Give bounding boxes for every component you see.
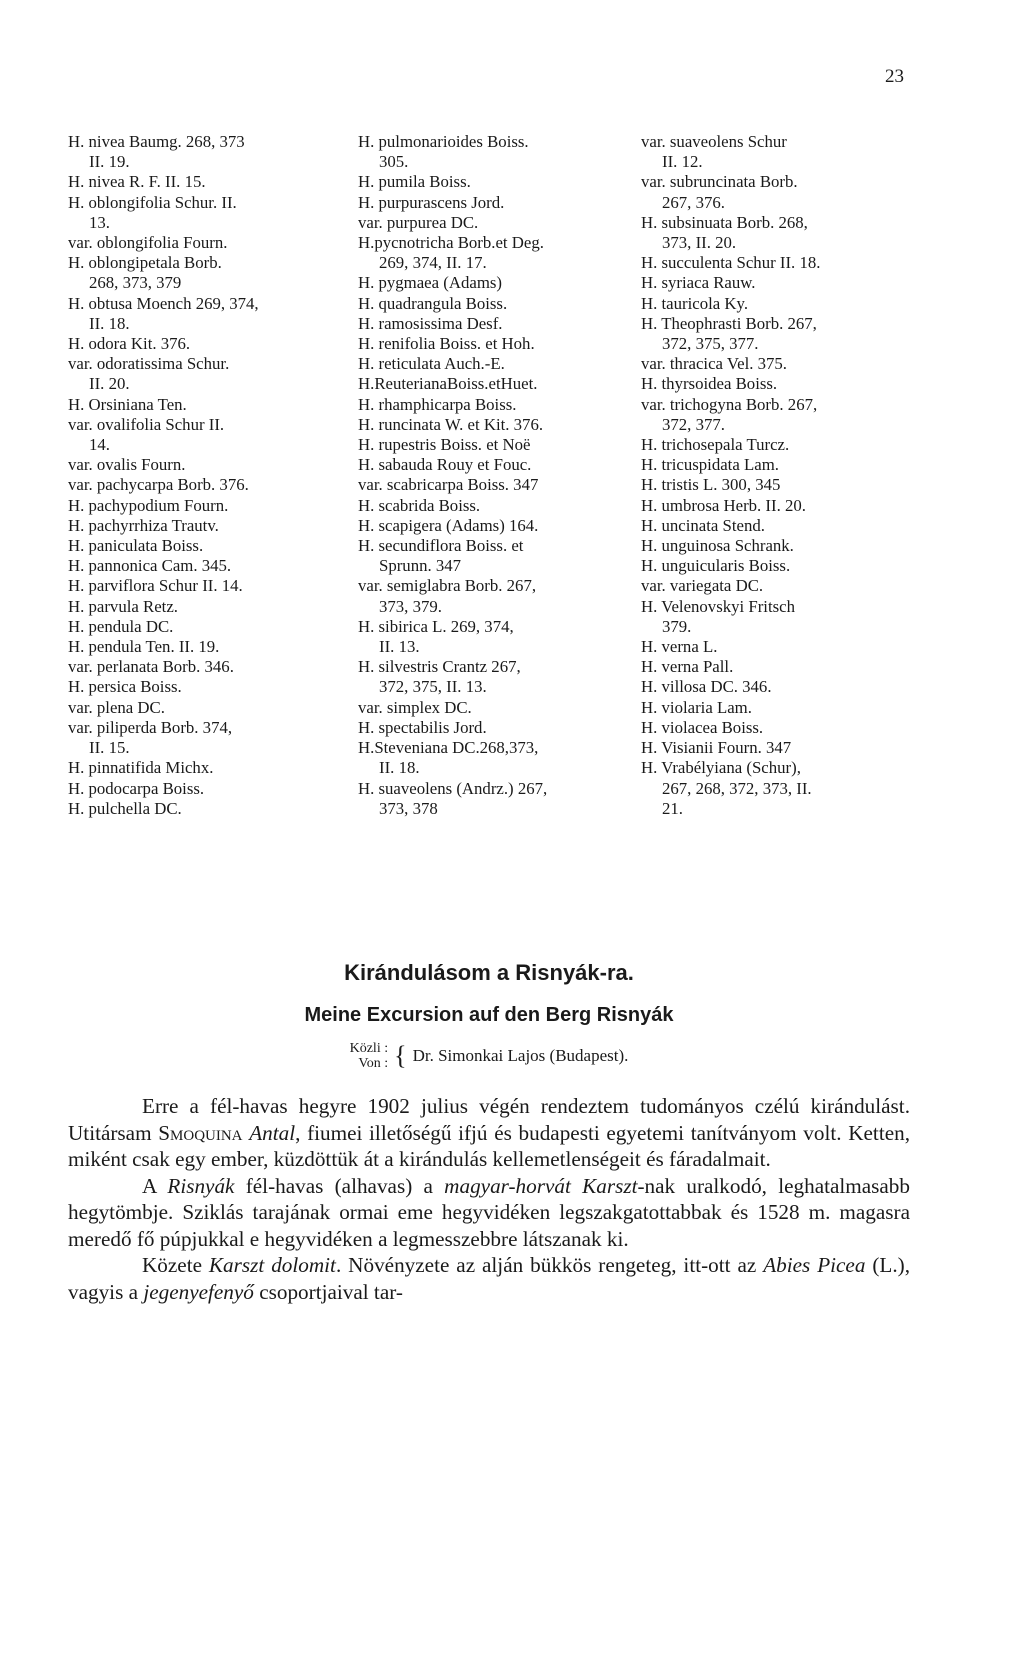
p3-text-a: Közete bbox=[142, 1253, 209, 1277]
index-entry: Sprunn. 347 bbox=[379, 556, 462, 576]
author-label-german: Von : bbox=[358, 1056, 389, 1071]
index-entry: H. renifolia Boiss. et Hoh. bbox=[358, 334, 535, 354]
index-column-2 bbox=[358, 132, 641, 819]
paragraph-3 bbox=[68, 1252, 910, 1305]
index-entry: 372, 377. bbox=[662, 414, 725, 434]
index-entry: H. sabauda Rouy et Fouc. bbox=[358, 455, 532, 475]
index-entry: H. tricuspidata Lam. bbox=[641, 455, 779, 475]
index-entry: H. syriaca Rauw. bbox=[641, 273, 756, 293]
index-entry: H. quadrangula Boiss. bbox=[358, 293, 508, 313]
index-entry: H. sibirica L. 269, 374, bbox=[358, 616, 514, 636]
species-index bbox=[68, 132, 928, 819]
index-entry: var. scabricarpa Boiss. 347 bbox=[358, 475, 539, 495]
index-entry: H. Theophrasti Borb. 267, bbox=[641, 313, 817, 333]
index-entry: 379. bbox=[662, 616, 692, 636]
index-entry: H. uncinata Stend. bbox=[641, 515, 765, 535]
index-entry: H. nivea Baumg. 268, 373 bbox=[68, 132, 245, 151]
p2-karszt: magyar-horvát Karszt bbox=[444, 1173, 638, 1198]
index-entry: H. Visianii Fourn. 347 bbox=[641, 738, 792, 758]
p1-text-d: , fiumei illetőségű ifjú és budapesti egyetemi tanítványom volt. Ketten, miként csak egy ember, küzdöttük át a kirándulás kellemetlenségeit és fáradalmait. bbox=[68, 1120, 910, 1171]
index-entry: II. 18. bbox=[379, 758, 420, 778]
p3-abies-picea: Abies Picea bbox=[763, 1253, 866, 1277]
index-entry: H. violacea Boiss. bbox=[641, 717, 764, 737]
p3-karszt-dolomit: Karszt dolomit bbox=[208, 1253, 336, 1277]
index-entry: H.pycnotricha Borb.et Deg. bbox=[358, 233, 544, 253]
index-entry: H. spectabilis Jord. bbox=[358, 717, 487, 737]
index-entry: var. ovalifolia Schur II. bbox=[68, 414, 225, 434]
index-entry: var. odoratissima Schur. bbox=[68, 354, 230, 374]
p1-name-antal: Antal bbox=[249, 1120, 296, 1145]
index-entry: H. oblongipetala Borb. bbox=[68, 253, 222, 273]
paragraph-1 bbox=[68, 1093, 910, 1173]
index-entry: H. subsinuata Borb. 268, bbox=[641, 212, 808, 232]
index-entry: 372, 375, II. 13. bbox=[379, 677, 487, 697]
index-entry: II. 13. bbox=[379, 637, 420, 657]
index-entry: H. paniculata Boiss. bbox=[68, 536, 204, 556]
index-entry: H.ReuterianaBoiss.etHuet. bbox=[358, 374, 538, 394]
index-entry: H. violaria Lam. bbox=[641, 697, 752, 717]
p1-text-a: Erre a fél-havas hegyre 1902 julius végén rendeztem tudományos czélú kirándulást. Utitársam bbox=[68, 1094, 910, 1145]
index-entry: II. 20. bbox=[89, 374, 130, 394]
index-entry: var. pachycarpa Borb. 376. bbox=[68, 475, 249, 495]
index-entry: 267, 268, 372, 373, II. bbox=[662, 778, 812, 798]
index-entry: H. obtusa Moench 269, 374, bbox=[68, 293, 259, 313]
index-entry: H. pinnatifida Michx. bbox=[68, 758, 214, 778]
author-labels bbox=[350, 1041, 389, 1071]
index-entry: H. pumila Boiss. bbox=[358, 172, 471, 192]
index-entry: 269, 374, II. 17. bbox=[379, 253, 487, 273]
index-entry: 21. bbox=[662, 798, 683, 818]
index-entry: H. pannonica Cam. 345. bbox=[68, 556, 232, 576]
index-entry: 268, 373, 379 bbox=[89, 273, 182, 293]
index-entry: H. reticulata Auch.-E. bbox=[358, 354, 505, 374]
index-entry: H. secundiflora Boiss. et bbox=[358, 536, 524, 556]
index-entry: H. parvula Retz. bbox=[68, 596, 178, 616]
index-entry: H. podocarpa Boiss. bbox=[68, 778, 205, 798]
p3-text-c: . Növényzete az alján bükkös rengeteg, itt-ott az bbox=[335, 1253, 764, 1277]
index-entry: H. unguinosa Schrank. bbox=[641, 536, 794, 556]
index-column-1 bbox=[68, 132, 358, 819]
index-entry: var. subruncinata Borb. bbox=[641, 172, 798, 192]
index-entry: var. thracica Vel. 375. bbox=[641, 354, 788, 374]
index-entry: var. purpurea DC. bbox=[358, 212, 479, 232]
index-entry: H. pendula Ten. II. 19. bbox=[68, 637, 220, 657]
index-entry: var. variegata DC. bbox=[641, 576, 764, 596]
index-entry: 267, 376. bbox=[662, 192, 725, 212]
p3-text-e: (L.), vagyis a bbox=[68, 1253, 910, 1304]
index-entry: H. Velenovskyi Fritsch bbox=[641, 596, 795, 616]
p2-text-c: fél-havas (alhavas) a bbox=[234, 1173, 445, 1198]
index-entry: H. oblongifolia Schur. II. bbox=[68, 192, 237, 212]
index-entry: var. suaveolens Schur bbox=[641, 132, 787, 151]
index-entry: var. semiglabra Borb. 267, bbox=[358, 576, 537, 596]
index-entry: H. pachypodium Fourn. bbox=[68, 495, 229, 515]
index-entry: H. scapigera (Adams) 164. bbox=[358, 515, 539, 535]
index-entry: var. perlanata Borb. 346. bbox=[68, 657, 234, 677]
p2-text-e: -nak uralkodó, leghatalmasabb hegytömbje. Sziklás tarajának ormai eme hegyvidéken legszakgatottabbak és 1528 m. magasra meredő fő púpjukkal e hegyvidéken a legmesszebbre látszanak ki. bbox=[68, 1173, 910, 1251]
author-label-hungarian: Közli : bbox=[349, 1041, 389, 1056]
index-entry: var. plena DC. bbox=[68, 697, 165, 717]
paragraph-2 bbox=[68, 1173, 910, 1253]
index-entry: H. umbrosa Herb. II. 20. bbox=[641, 495, 806, 515]
author-line bbox=[68, 1041, 910, 1071]
index-entry: H. Vrabélyiana (Schur), bbox=[641, 758, 801, 778]
index-entry: H. nivea R. F. II. 15. bbox=[68, 172, 206, 192]
index-entry: H. purpurascens Jord. bbox=[358, 192, 505, 212]
article bbox=[68, 960, 910, 1305]
index-entry: H. tauricola Ky. bbox=[641, 293, 749, 313]
index-entry: H. pygmaea (Adams) bbox=[358, 273, 502, 293]
index-entry: II. 19. bbox=[89, 152, 130, 172]
index-entry: H. verna L. bbox=[641, 637, 718, 657]
index-entry: II. 15. bbox=[89, 738, 130, 758]
index-entry: 373, 378 bbox=[379, 798, 438, 818]
index-entry: II. 18. bbox=[89, 313, 130, 333]
index-entry: H. pachyrrhiza Trautv. bbox=[68, 515, 219, 535]
author-brace: { bbox=[394, 1041, 407, 1070]
index-entry: H. pulchella DC. bbox=[68, 798, 182, 818]
p3-text-g: csoportjaival tar- bbox=[253, 1279, 403, 1304]
index-entry: 13. bbox=[89, 212, 110, 232]
index-entry: H. odora Kit. 376. bbox=[68, 334, 191, 354]
index-entry: H. villosa DC. 346. bbox=[641, 677, 772, 697]
index-entry: II. 12. bbox=[662, 152, 703, 172]
index-entry: H. runcinata W. et Kit. 376. bbox=[358, 414, 544, 434]
index-entry: var. trichogyna Borb. 267, bbox=[641, 394, 818, 414]
index-entry: H. rhamphicarpa Boiss. bbox=[358, 394, 517, 414]
p2-risnyak: Risnyák bbox=[167, 1173, 235, 1198]
p3-jegenyefenyo: jegenyefenyő bbox=[143, 1279, 254, 1304]
article-title-german: Meine Excursion auf den Berg Risnyák bbox=[304, 1004, 674, 1026]
index-column-3 bbox=[641, 132, 928, 819]
index-entry: H. persica Boiss. bbox=[68, 677, 182, 697]
page-number: 23 bbox=[885, 66, 904, 87]
index-entry: 372, 375, 377. bbox=[662, 334, 759, 354]
index-entry: H. tristis L. 300, 345 bbox=[641, 475, 781, 495]
p1-surname-smoquina: Smoquina bbox=[158, 1120, 243, 1145]
article-title-hungarian: Kirándulásom a Risnyák-ra. bbox=[344, 960, 634, 985]
index-entry: H. unguicularis Boiss. bbox=[641, 556, 791, 576]
index-entry: var. piliperda Borb. 374, bbox=[68, 717, 233, 737]
index-entry: 14. bbox=[89, 435, 110, 455]
index-entry: var. oblongifolia Fourn. bbox=[68, 233, 228, 253]
index-entry: var. ovalis Fourn. bbox=[68, 455, 186, 475]
index-entry: H. silvestris Crantz 267, bbox=[358, 657, 521, 677]
index-entry: H. suaveolens (Andrz.) 267, bbox=[358, 778, 548, 798]
index-entry: H. succulenta Schur II. 18. bbox=[641, 253, 821, 273]
index-entry: 305. bbox=[379, 152, 409, 172]
index-entry: var. simplex DC. bbox=[358, 697, 472, 717]
index-entry: H. trichosepala Turcz. bbox=[641, 435, 790, 455]
index-entry: H. parviflora Schur II. 14. bbox=[68, 576, 243, 596]
index-entry: H. verna Pall. bbox=[641, 657, 734, 677]
index-entry: H. scabrida Boiss. bbox=[358, 495, 481, 515]
p2-text-a: A bbox=[142, 1173, 168, 1198]
index-entry: H. pendula DC. bbox=[68, 616, 174, 636]
index-entry: 373, II. 20. bbox=[662, 233, 737, 253]
index-entry: 373, 379. bbox=[379, 596, 442, 616]
index-entry: H. pulmonarioides Boiss. bbox=[358, 132, 529, 151]
index-entry: H. rupestris Boiss. et Noë bbox=[358, 435, 531, 455]
index-entry: H.Steveniana DC.268,373, bbox=[358, 738, 539, 758]
author-name: Dr. Simonkai Lajos (Budapest). bbox=[412, 1046, 629, 1065]
index-entry: H. thyrsoidea Boiss. bbox=[641, 374, 778, 394]
index-entry: H. Orsiniana Ten. bbox=[68, 394, 187, 414]
index-entry: H. ramosissima Desf. bbox=[358, 313, 503, 333]
